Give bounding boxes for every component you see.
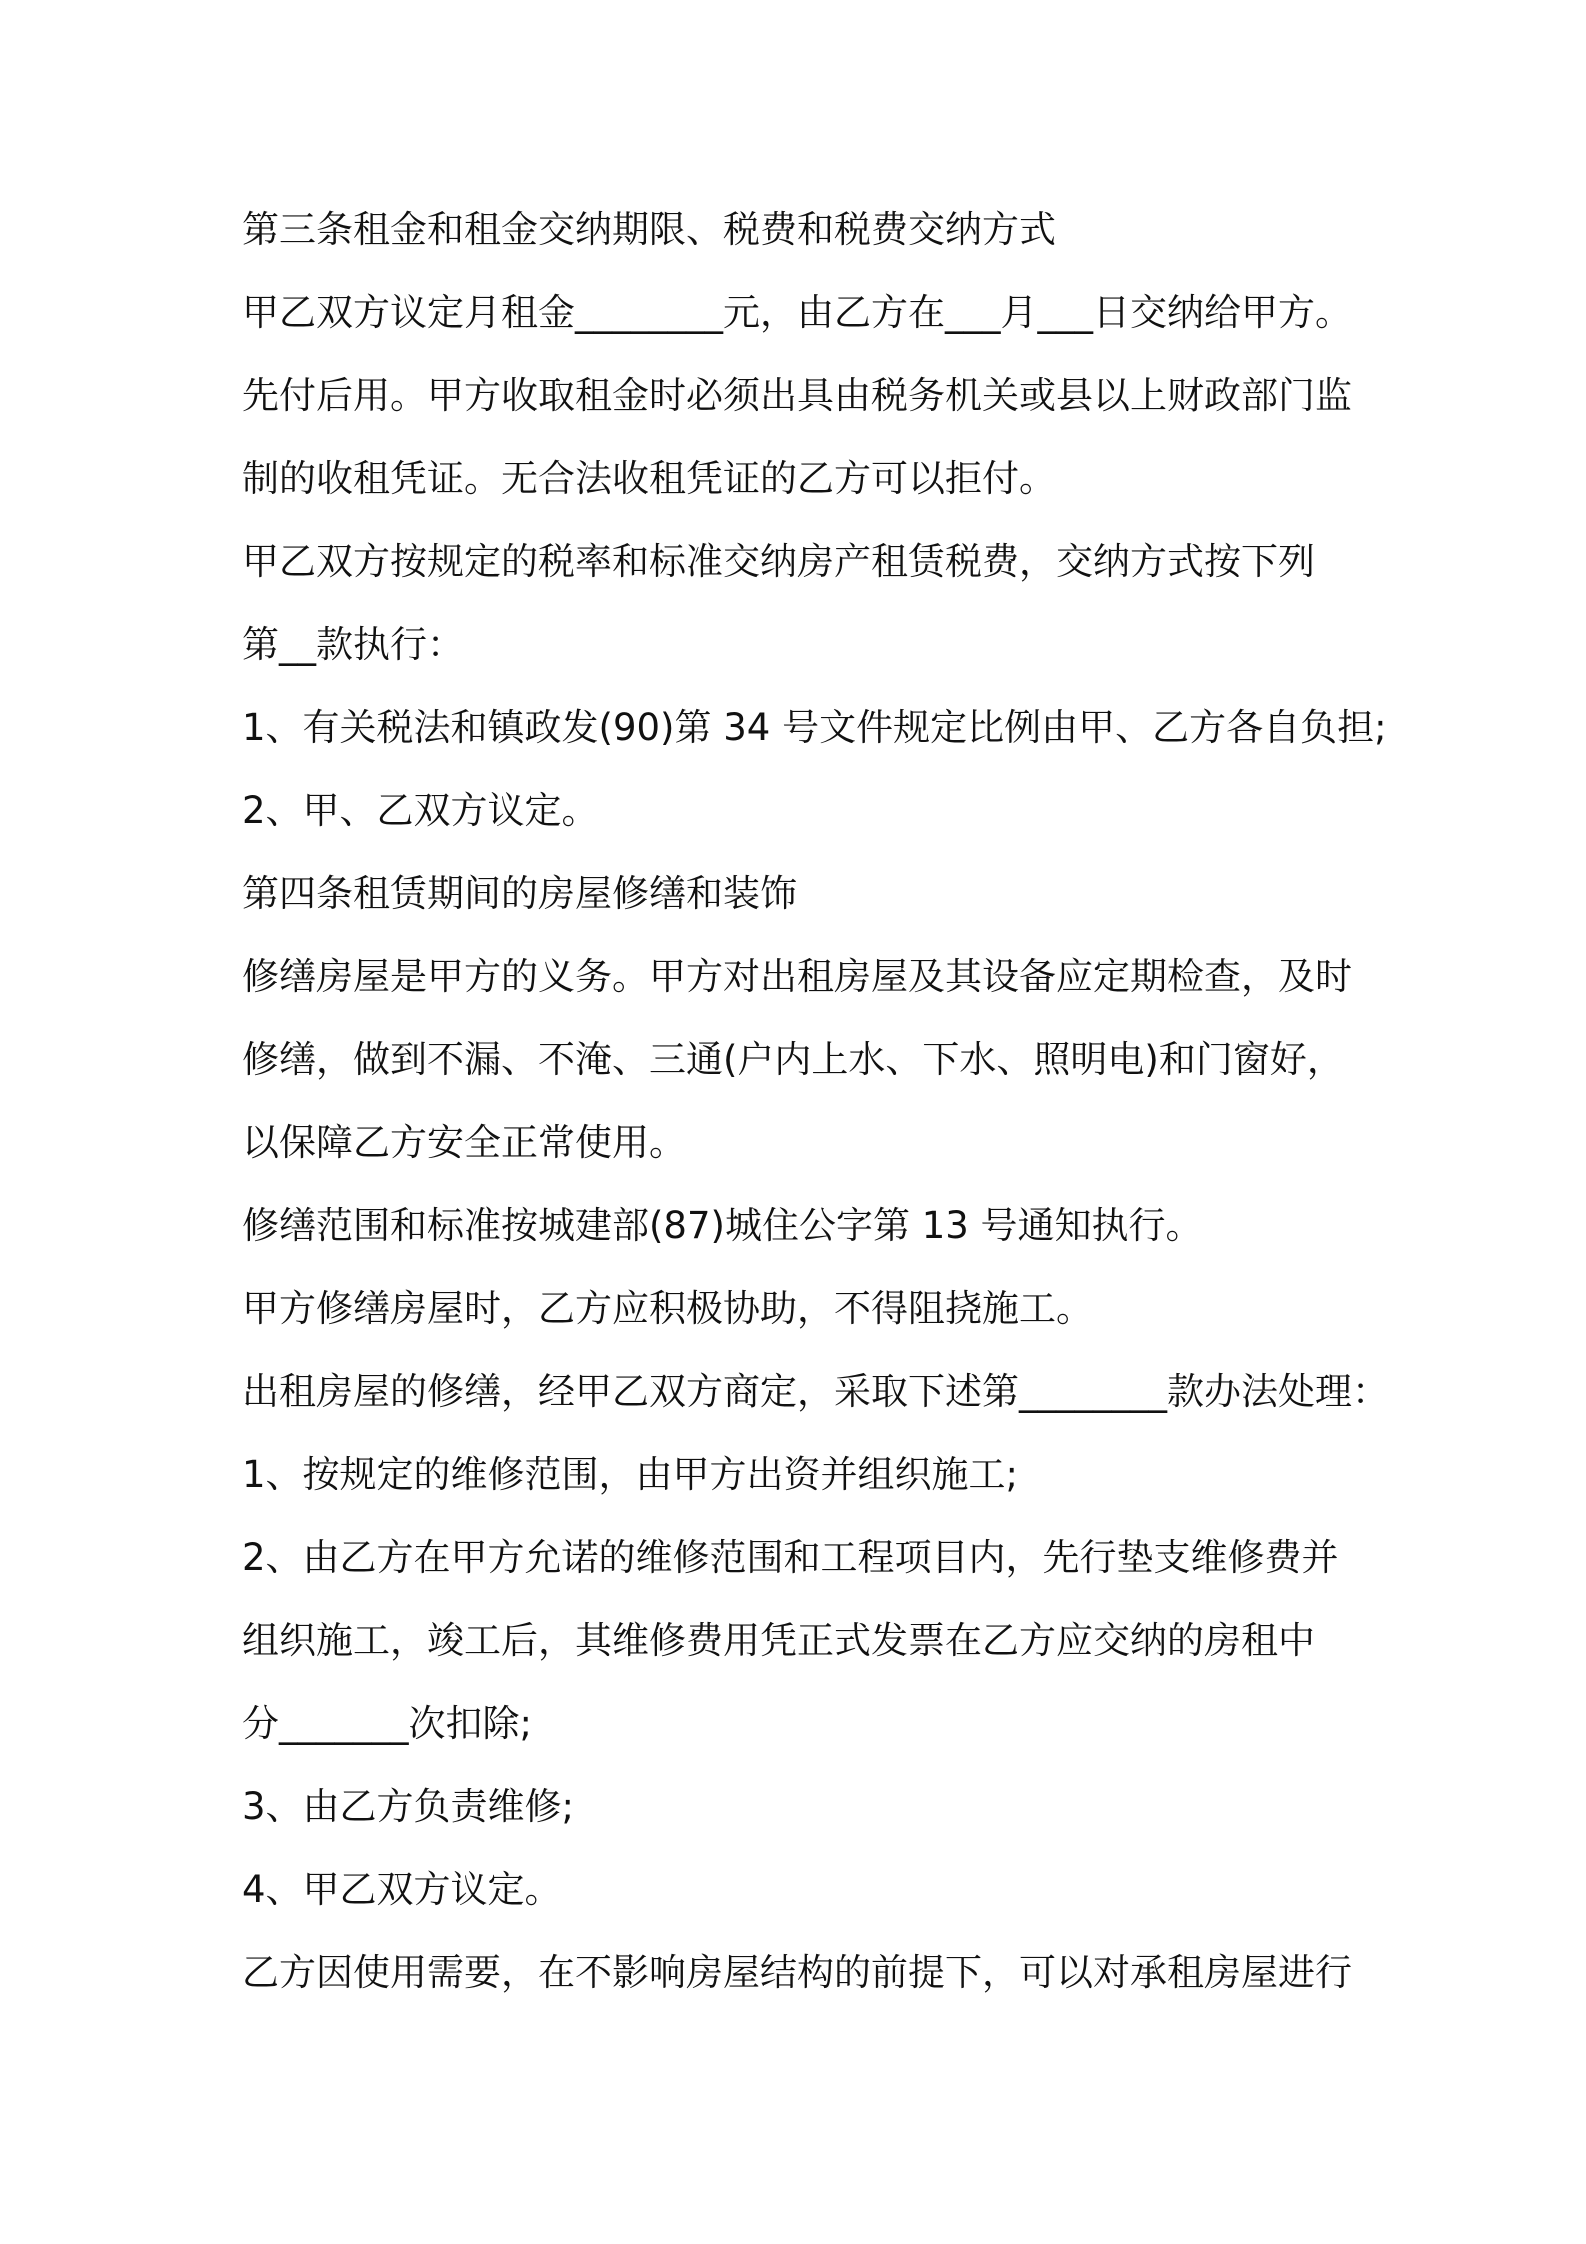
document-body: [242, 200, 1389, 2026]
list-item: 1、按规定的维修范围，由甲方出资并组织施工;: [242, 1453, 1019, 1496]
paragraph-line: 修缮范围和标准按城建部(87)城住公字第 13 号通知执行。: [242, 1204, 1203, 1247]
list-item: 1、有关税法和镇政发(90)第 34 号文件规定比例由甲、乙方各自负担;: [242, 706, 1387, 749]
list-item: 4、甲乙双方议定。: [242, 1868, 562, 1911]
paragraph-line: 以保障乙方安全正常使用。: [242, 1121, 686, 1164]
list-item: 2、由乙方在甲方允诺的维修范围和工程项目内，先行垫支维修费并: [242, 1536, 1339, 1579]
paragraph-line: 先付后用。甲方收取租金时必须出具由税务机关或县以上财政部门监: [242, 374, 1352, 417]
article-3-heading: 第三条租金和租金交纳期限、税费和税费交纳方式: [242, 208, 1056, 251]
paragraph-line: 乙方因使用需要，在不影响房屋结构的前提下，可以对承租房屋进行: [242, 1951, 1352, 1994]
paragraph-line: 制的收租凭证。无合法收租凭证的乙方可以拒付。: [242, 457, 1056, 500]
paragraph-line: 出租房屋的修缮，经甲乙双方商定，采取下述第________款办法处理：: [242, 1370, 1389, 1413]
article-4-heading: 第四条租赁期间的房屋修缮和装饰: [242, 872, 797, 915]
list-item-continuation: 组织施工，竣工后，其维修费用凭正式发票在乙方应交纳的房租中: [242, 1619, 1315, 1662]
paragraph-line: 甲方修缮房屋时，乙方应积极协助，不得阻挠施工。: [242, 1287, 1093, 1330]
list-item-continuation: 分_______次扣除;: [242, 1702, 532, 1745]
paragraph-line: 修缮房屋是甲方的义务。甲方对出租房屋及其设备应定期检查，及时: [242, 955, 1352, 998]
paragraph-line: 修缮，做到不漏、不淹、三通(户内上水、下水、照明电)和门窗好，: [242, 1038, 1344, 1081]
paragraph-line: 甲乙双方按规定的税率和标准交纳房产租赁税费，交纳方式按下列: [242, 540, 1315, 583]
list-item: 2、甲、乙双方议定。: [242, 789, 599, 832]
list-item: 3、由乙方负责维修;: [242, 1785, 575, 1828]
paragraph-line: 第__款执行：: [242, 623, 464, 666]
paragraph-line: 甲乙双方议定月租金________元，由乙方在___月___日交纳给甲方。: [242, 291, 1352, 334]
